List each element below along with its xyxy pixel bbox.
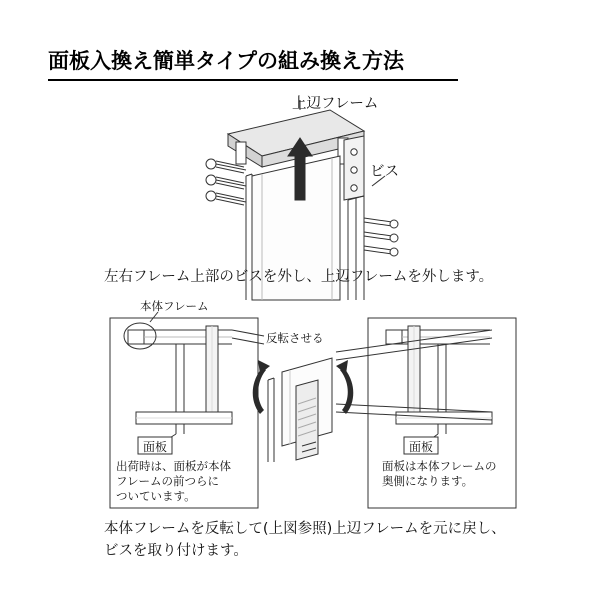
left-note-line-1: 出荷時は、面板が本体 bbox=[116, 459, 231, 473]
flip-label: 反転させる bbox=[266, 331, 324, 345]
left-note-line-2: フレームの前つらに bbox=[116, 474, 220, 488]
page-title-text: 面板入換え簡単タイプの組み換え方法 bbox=[48, 49, 404, 73]
upper-frame-label: 上辺フレーム bbox=[292, 96, 379, 112]
instruction-step-2-line-2: ビスを取り付けます。 bbox=[104, 543, 248, 559]
instruction-step-2-line-1: 本体フレームを反転して(上図参照)上辺フレームを元に戻し、 bbox=[104, 521, 506, 537]
left-note-line-3: ついています。 bbox=[116, 489, 196, 503]
screw-label: ビス bbox=[370, 164, 399, 180]
instruction-step-1: 左右フレーム上部のビスを外し、上辺フレームを外します。 bbox=[104, 269, 494, 285]
body-frame-callout-label: 本体フレーム bbox=[140, 299, 209, 313]
panel-caption-right: 面板 bbox=[409, 440, 434, 454]
right-note-line-2: 奥側になります。 bbox=[382, 474, 474, 488]
right-note-line-1: 面板は本体フレームの bbox=[382, 459, 497, 473]
panel-caption-left: 面板 bbox=[143, 440, 168, 454]
